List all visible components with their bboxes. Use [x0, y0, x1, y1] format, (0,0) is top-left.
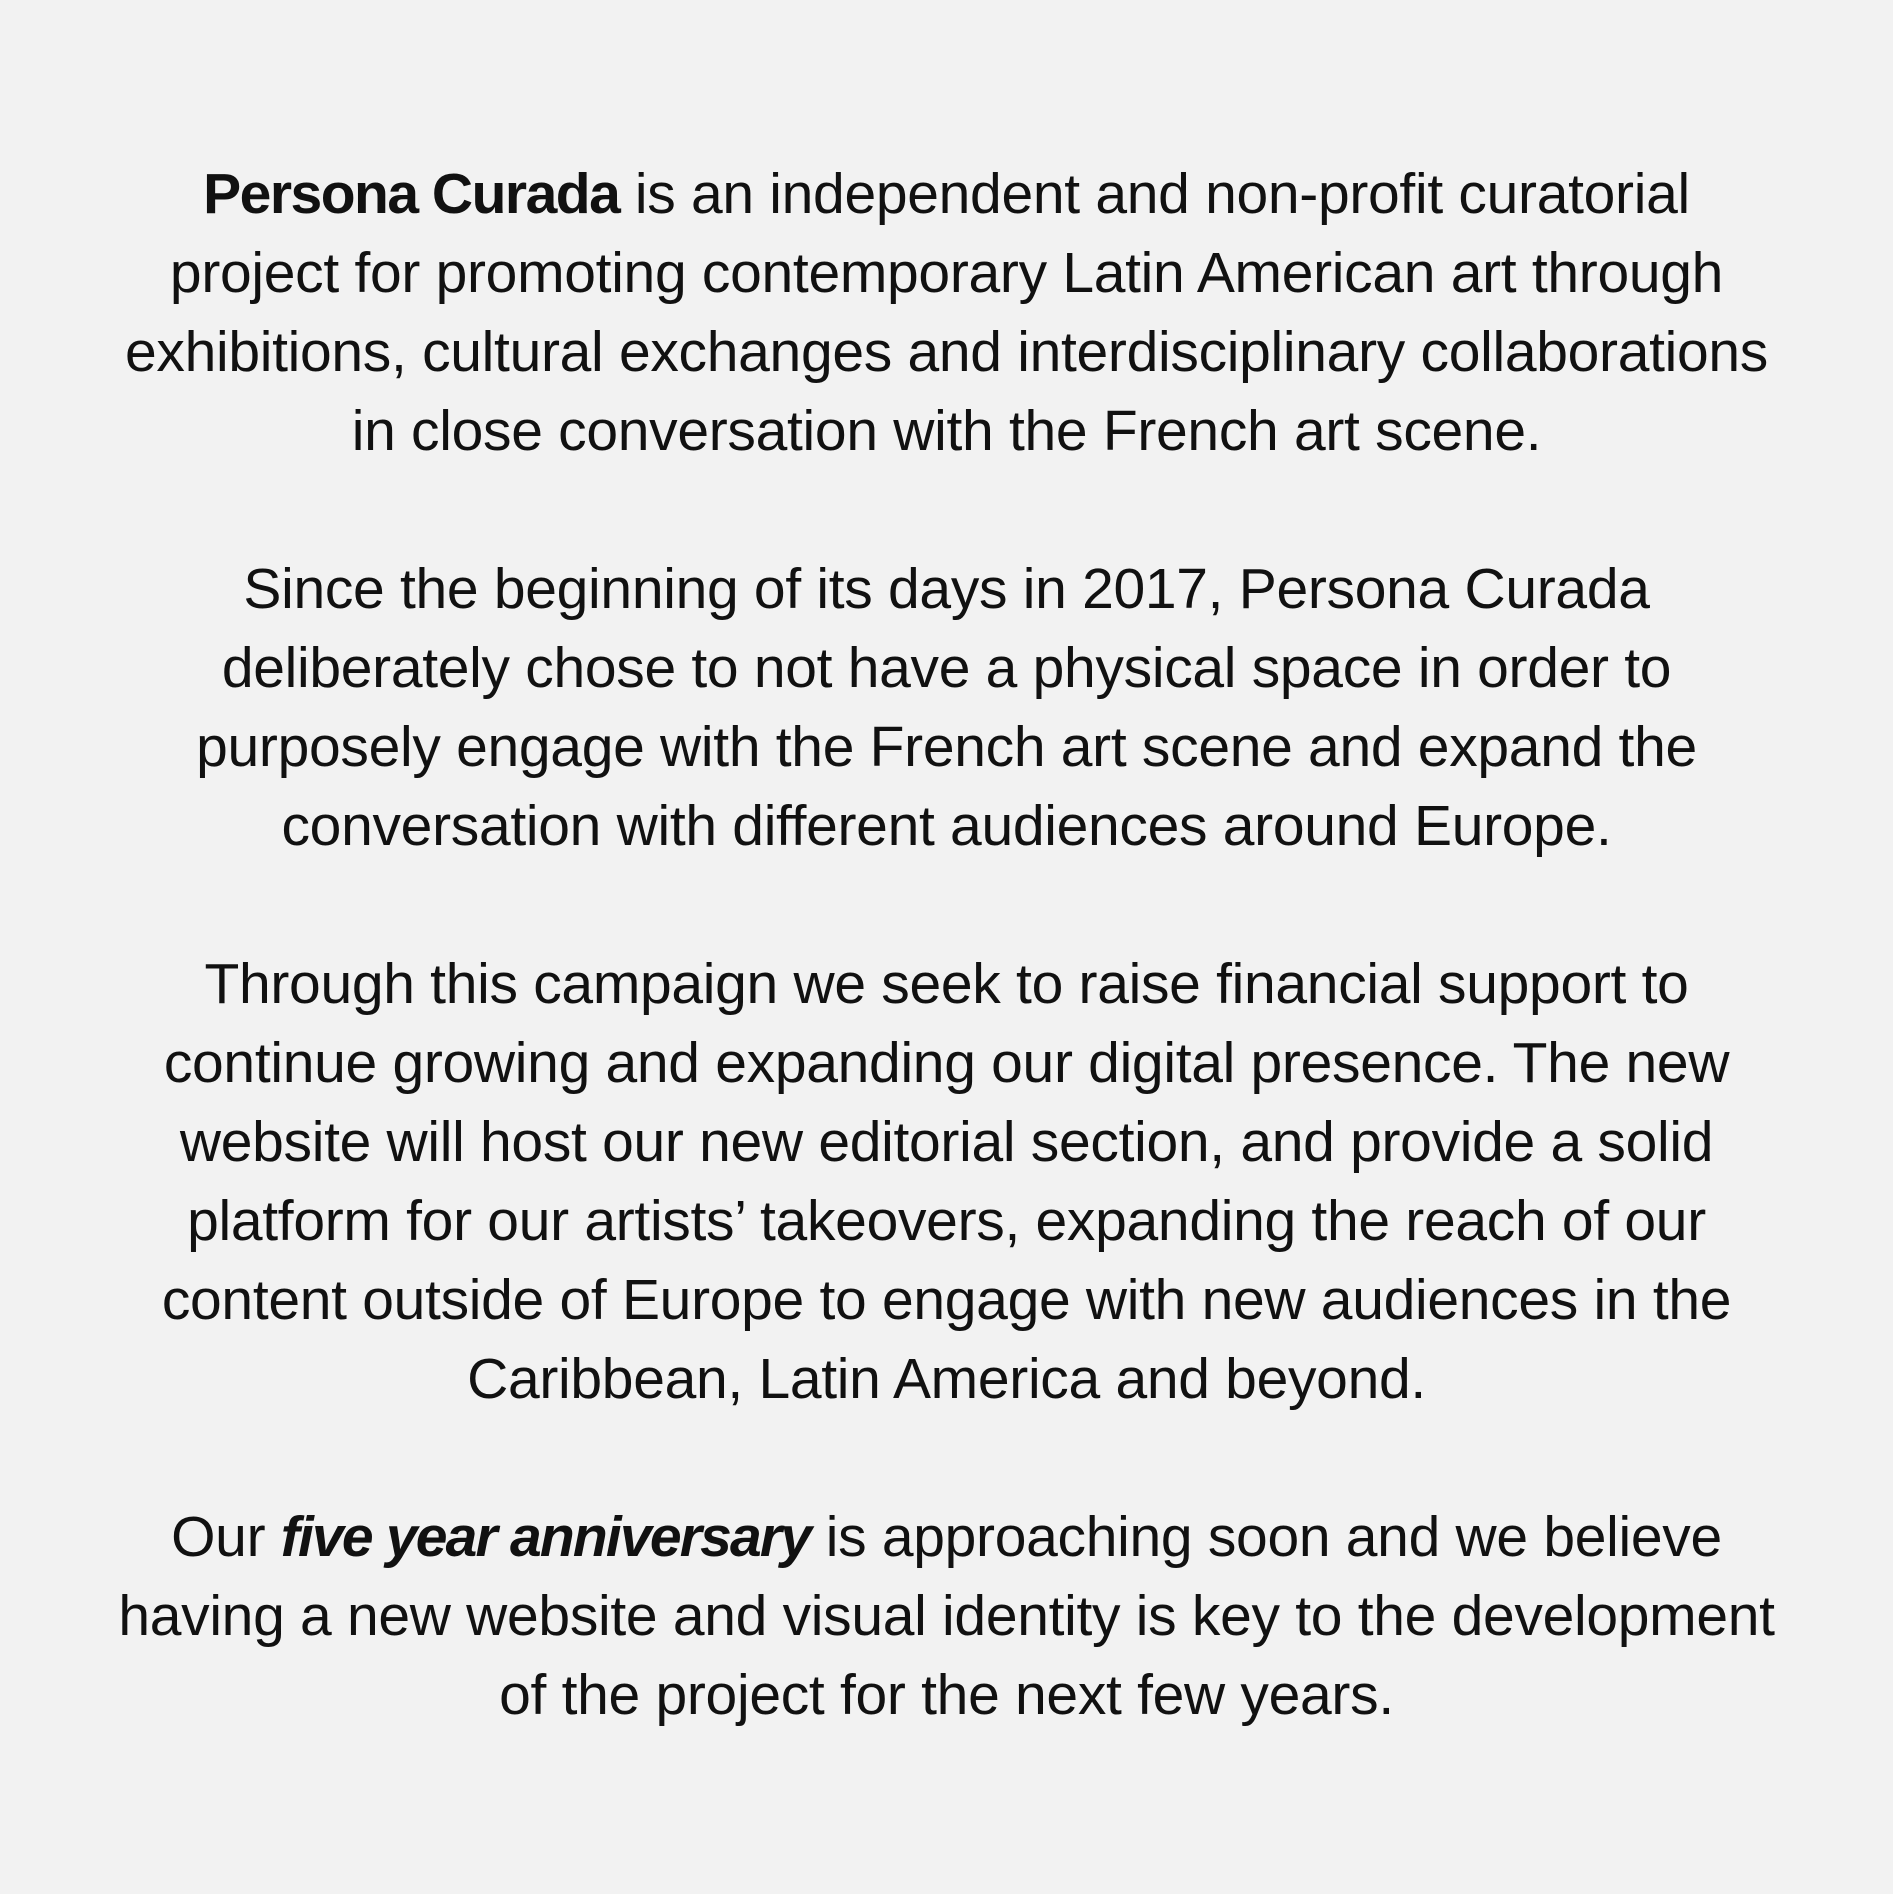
brand-name: Persona Curada	[203, 162, 620, 226]
paragraph-campaign	[100, 945, 1793, 1419]
text-line: continue growing and expanding our digital presence. The new	[163, 1031, 1730, 1095]
text-line: in close conversation with the French art scene.	[351, 399, 1542, 463]
text-segment: is an independent and non-profit curatorial	[619, 162, 1690, 226]
text-line: exhibitions, cultural exchanges and interdisciplinary collaborations	[124, 320, 1769, 384]
text-line: of the project for the next few years.	[499, 1663, 1394, 1727]
paragraph-history	[100, 550, 1793, 866]
text-line	[100, 1498, 1793, 1577]
paragraph-anniversary	[100, 1498, 1793, 1735]
anniversary-emphasis: five year anniversary	[280, 1505, 811, 1569]
text-line: Since the beginning of its days in 2017, Persona Curada	[243, 557, 1650, 621]
text-line: having a new website and visual identity is key to the development	[118, 1584, 1775, 1648]
text-line: purposely engage with the French art scene and expand the	[196, 715, 1697, 779]
text-line: Caribbean, Latin America and beyond.	[467, 1347, 1426, 1411]
text-line: website will host our new editorial section, and provide a solid	[179, 1110, 1714, 1174]
text-line: conversation with different audiences around Europe.	[281, 794, 1612, 858]
text-line	[100, 155, 1793, 234]
text-segment: Our	[171, 1505, 281, 1569]
text-line: Through this campaign we seek to raise financial support to	[204, 952, 1689, 1016]
text-line: deliberately chose to not have a physical space in order to	[221, 636, 1672, 700]
text-segment: is approaching soon and we believe	[810, 1505, 1722, 1569]
text-line: project for promoting contemporary Latin American art through	[169, 241, 1724, 305]
text-line: platform for our artists’ takeovers, expanding the reach of our	[187, 1189, 1706, 1253]
text-line: content outside of Europe to engage with new audiences in the	[161, 1268, 1732, 1332]
paragraph-intro	[100, 155, 1793, 471]
body-text	[100, 155, 1793, 1735]
